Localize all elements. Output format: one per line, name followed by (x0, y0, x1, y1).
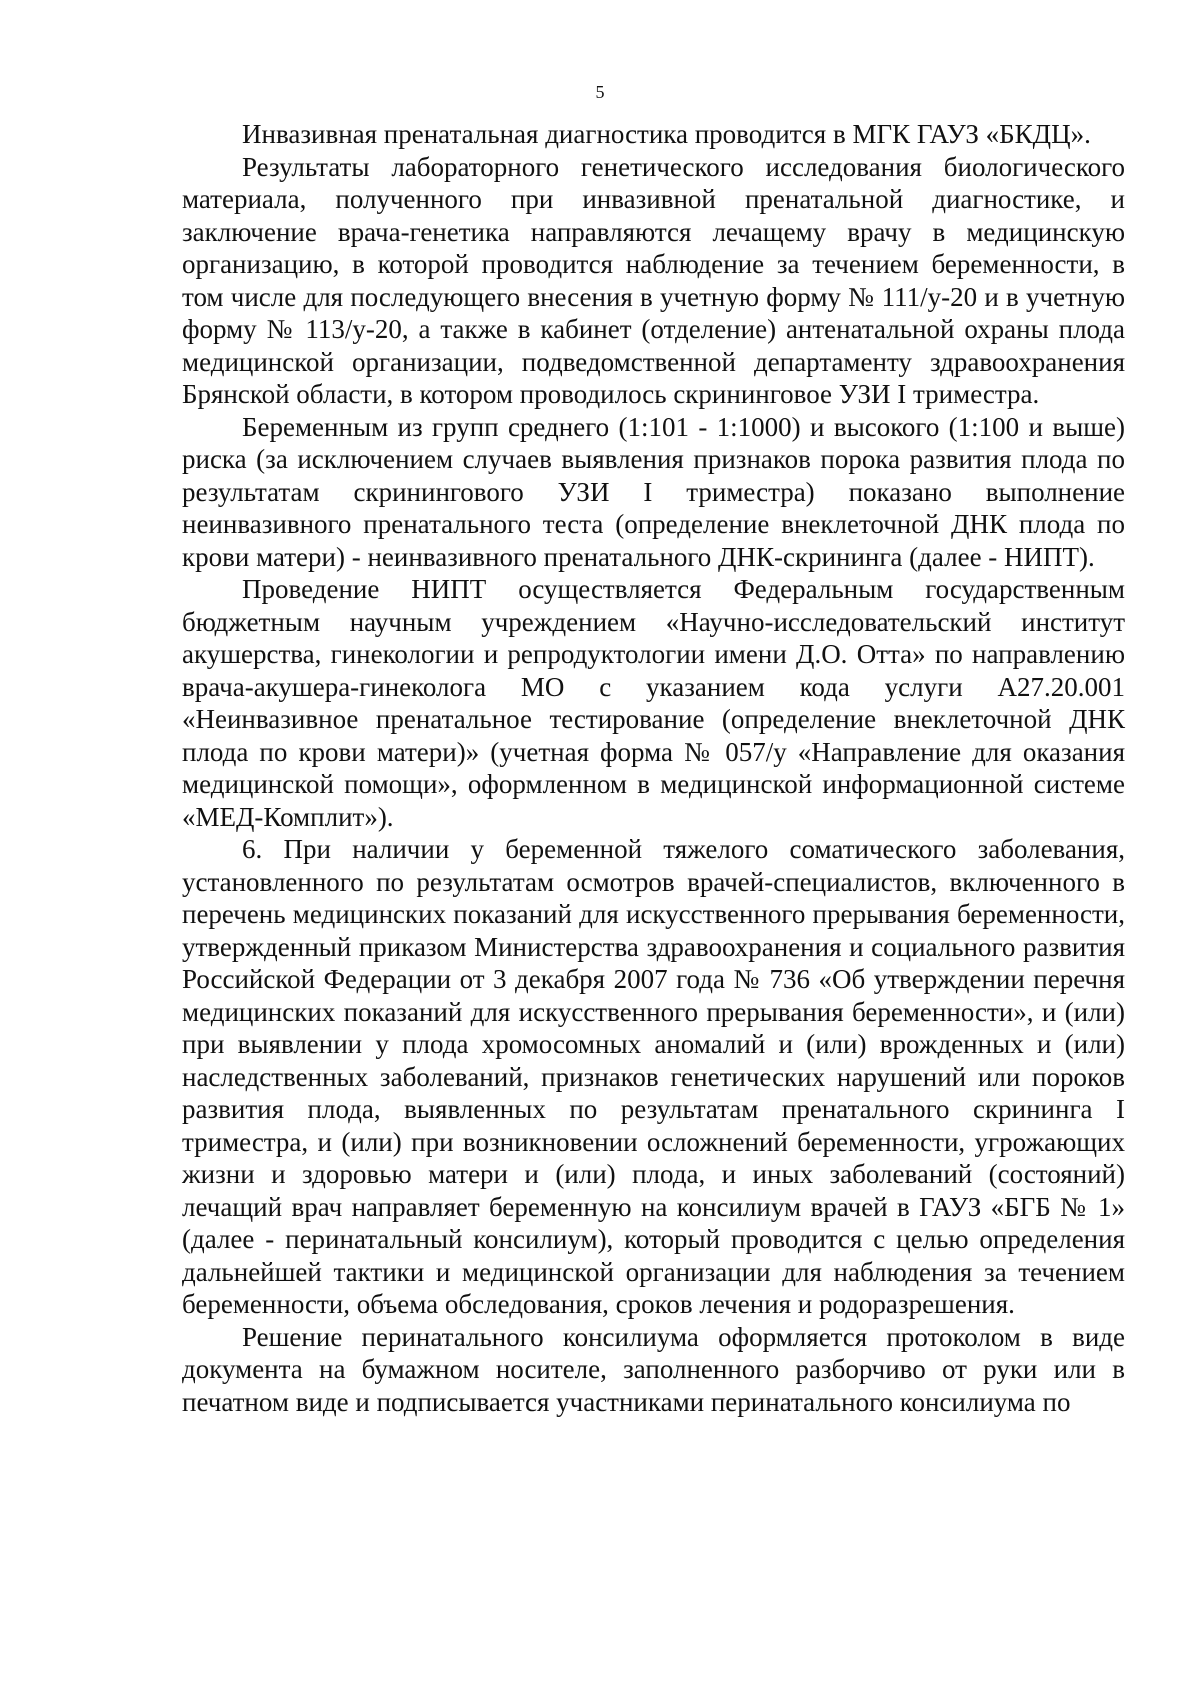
page-number: 5 (595, 82, 605, 102)
paragraph-genetic-results: Результаты лабораторного генетического исследования биологического материала, полученного при инвазивной пренатальной диагностике, и заключение врача-генетика направляются лечащему врачу в медицинскую организацию, в которой проводится наблюдение за течением беременности, в том числе для последующего внесения в учетную форму № 111/у-20 и в учетную форму № 113/у-20, а также в кабинет (отделение) антенатальной охраны плода медицинской организации, подведомственной департаменту здравоохранения Брянской области, в котором проводилось скрининговое УЗИ I триместра. (182, 151, 1125, 409)
document-body (182, 118, 1125, 1418)
paragraph-invasive-diagnostics: Инвазивная пренатальная диагностика проводится в МГК ГАУЗ «БКДЦ». (242, 119, 1091, 149)
paragraph-nipt-execution: Проведение НИПТ осуществляется Федеральным государственным бюджетным научным учреждением «Научно-исследовательский институт акушерства, гинекологии и репродуктологии имени Д.О. Отта» по направлению врача-акушера-гинеколога МО с указанием кода услуги A27.20.001 «Неинвазивное пренатальное тестирование (определение внеклеточной ДНК плода по крови матери)» (учетная форма № 057/у «Направление для оказания медицинской помощи», оформленном в медицинской информационной системе «МЕД-Комплит»). (182, 574, 1125, 832)
paragraph-risk-groups-nipt: Беременным из групп среднего (1:101 - 1:1000) и высокого (1:100 и выше) риска (за исключением случаев выявления признаков порока развития плода по результатам скринингового УЗИ I триместра) показано выполнение неинвазивного пренатального теста (определение внеклеточной ДНК плода по крови матери) - неинвазивного пренатального ДНК-скрининга (далее - НИПТ). (182, 411, 1125, 572)
paragraph-item-6-consilium: 6. При наличии у беременной тяжелого соматического заболевания, установленного по результатам осмотров врачей-специалистов, включенного в перечень медицинских показаний для искусственного прерывания беременности, утвержденный приказом Министерства здравоохранения и социального развития Российской Федерации от 3 декабря 2007 года № 736 «Об утверждении перечня медицинских показаний для искусственного прерывания беременности», и (или) при выявлении у плода хромосомных аномалий и (или) врожденных и (или) наследственных заболеваний, признаков генетических нарушений или пороков развития плода, выявленных по результатам пренатального скрининга I триместра, и (или) при возникновении осложнений беременности, угрожающих жизни и здоровью матери и (или) плода, и иных заболеваний (состояний) лечащий врач направляет беременную на консилиум врачей в ГАУЗ «БГБ № 1» (далее - перинатальный консилиум), который проводится с целью определения дальнейшей тактики и медицинской организации для наблюдения за течением беременности, объема обследования, сроков лечения и родоразрешения. (182, 834, 1125, 1319)
paragraph-consilium-decision: Решение перинатального консилиума оформляется протоколом в виде документа на бумажном носителе, заполненного разборчиво от руки или в печатном виде и подписывается участниками перинатального консилиума по (182, 1321, 1125, 1417)
